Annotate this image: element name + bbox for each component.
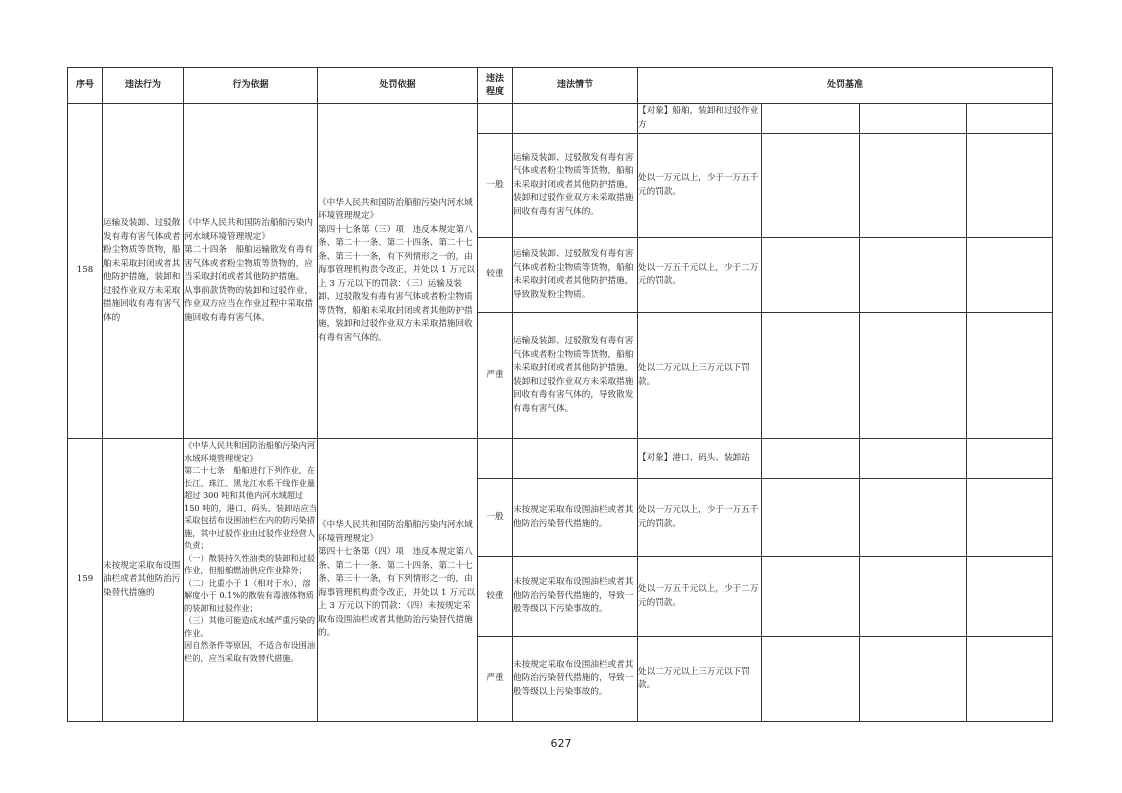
standard-extra-cell	[860, 313, 967, 439]
violation-cell: 运输及装卸、过驳散发有毒有害气体或者粉尘物质等货物，船舶未采取封闭或者其他防护措施，装卸和过驳作业双方未采取措施回收有毒有害气体的	[103, 104, 184, 439]
circumstance-cell	[513, 104, 638, 134]
degree-cell	[478, 439, 513, 479]
standard-extra-cell	[762, 557, 860, 637]
header-violation: 违法行为	[103, 68, 184, 104]
circumstance-cell: 未按规定采取布设围油栏或者其他防治污染替代措施的。	[513, 479, 638, 557]
penalty-standard-table	[67, 67, 1053, 722]
degree-cell: 一般	[478, 134, 513, 238]
degree-cell: 较重	[478, 557, 513, 637]
standard-extra-cell	[762, 637, 860, 722]
standard-extra-cell	[967, 134, 1053, 238]
degree-cell: 严重	[478, 313, 513, 439]
standard-cell: 处以二万元以上三万元以下罚款。	[638, 637, 762, 722]
penalty-basis-cell: 《中华人民共和国防治船舶污染内河水域环境管理规定》 第四十七条第（四）项 违反本规定第八条、第二十一条、第二十四条、第二十七条、第三十一条，有下列情形之一的，由海事管理机构责令改正，并处以 1 万元以上 3 万元以下的罚款：（四）未按规定采取布设围油栏或者其他防治污染替代措施的。	[318, 439, 478, 722]
circumstance-cell: 运输及装卸、过驳散发有毒有害气体或者粉尘物质等货物，船舶未采取封闭或者其他防护措施，装卸和过驳作业双方未采取措施回收有毒有害气体的，导致散发有毒有害气体。	[513, 313, 638, 439]
standard-extra-cell	[762, 238, 860, 313]
circumstance-cell: 未按规定采取布设围油栏或者其他防治污染替代措施的，导致一般等级以下污染事故的。	[513, 557, 638, 637]
table-row	[68, 439, 1053, 479]
behavior-basis-cell: 《中华人民共和国防治船舶污染内河水域环境管理规定》 第二十四条 船舶运输散发有毒有害气体或者粉尘物质等货物的，应当采取封闭或者其他防护措施。 从事前款货物的装卸和过驳作业，作业双方应当在作业过程中采取措施回收有毒有害气体。	[184, 104, 318, 439]
target-cell: 【对象】船舶，装卸和过驳作业方	[638, 104, 762, 134]
behavior-basis-cell: 《中华人民共和国防治船舶污染内河水域环境管理规定》 第二十七条 船舶进行下列作业，在长江、珠江、黑龙江水系干线作业量超过 300 吨和其他内河水域超过 150 吨的，港口、码头、装卸站应当采取包括布设围油栏在内的防污染措施，其中过驳作业由过驳作业经营人负责； （一）散装持久性油类的装卸和过驳作业，但船舶燃油供应作业除外； （二）比重小于 1（相对于水），溶解度小于 0.1%的散装有毒液体物质的装卸和过驳作业； （三）其他可能造成水域严重污染的作业。 因自然条件等原因，不适合布设围油栏的，应当采取有效替代措施。	[184, 439, 318, 722]
standard-extra-cell	[762, 313, 860, 439]
standard-extra-cell	[967, 439, 1053, 479]
standard-extra-cell	[762, 104, 860, 134]
row-seq: 158	[68, 104, 103, 439]
row-seq: 159	[68, 439, 103, 722]
standard-extra-cell	[860, 439, 967, 479]
target-cell: 【对象】港口、码头、装卸站	[638, 439, 762, 479]
standard-cell: 处以一万五千元以上，少于二万元的罚款。	[638, 557, 762, 637]
header-standard: 处罚基准	[638, 68, 1053, 104]
standard-cell: 处以一万五千元以上，少于二万元的罚款。	[638, 238, 762, 313]
standard-extra-cell	[860, 637, 967, 722]
circumstance-cell	[513, 439, 638, 479]
penalty-basis-cell: 《中华人民共和国防治船舶污染内河水域环境管理规定》 第四十七条第（三）项 违反本规定第八条、第二十一条、第二十四条、第二十七条、第三十一条，有下列情形之一的，由海事管理机构责令改正，并处以 1 万元以上 3 万元以下的罚款：（三）运输及装卸、过驳散发有毒有害气体或者粉尘物质等货物，船舶未采取封闭或者其他防护措施，装卸和过驳作业双方未采取措施回收有毒有害气体的。	[318, 104, 478, 439]
header-seq: 序号	[68, 68, 103, 104]
header-circumstances: 违法情节	[513, 68, 638, 104]
standard-extra-cell	[860, 479, 967, 557]
standard-extra-cell	[967, 313, 1053, 439]
header-row	[68, 68, 1053, 104]
standard-extra-cell	[967, 479, 1053, 557]
standard-extra-cell	[762, 479, 860, 557]
circumstance-cell: 未按规定采取布设围油栏或者其他防治污染替代措施的，导致一般等级以上污染事故的。	[513, 637, 638, 722]
degree-cell: 严重	[478, 637, 513, 722]
standard-extra-cell	[860, 238, 967, 313]
standard-extra-cell	[967, 238, 1053, 313]
standard-extra-cell	[860, 104, 967, 134]
standard-extra-cell	[967, 637, 1053, 722]
standard-extra-cell	[762, 439, 860, 479]
standard-extra-cell	[860, 557, 967, 637]
standard-extra-cell	[967, 557, 1053, 637]
circumstance-cell: 运输及装卸、过驳散发有毒有害气体或者粉尘物质等货物，船舶未采取封闭或者其他防护措施，装卸和过驳作业双方未采取措施回收有毒有害气体的。	[513, 134, 638, 238]
degree-cell: 一般	[478, 479, 513, 557]
header-degree: 违法 程度	[478, 68, 513, 104]
standard-extra-cell	[762, 134, 860, 238]
standard-extra-cell	[967, 104, 1053, 134]
standard-cell: 处以一万元以上，少于一万五千元的罚款。	[638, 479, 762, 557]
degree-cell: 较重	[478, 238, 513, 313]
standard-cell: 处以一万元以上，少于一万五千元的罚款。	[638, 134, 762, 238]
header-basis: 行为依据	[184, 68, 318, 104]
table-row	[68, 104, 1053, 134]
degree-cell	[478, 104, 513, 134]
page-number: 627	[550, 737, 572, 750]
standard-cell: 处以二万元以上三万元以下罚款。	[638, 313, 762, 439]
standard-extra-cell	[860, 134, 967, 238]
violation-cell: 未按规定采取布设围油栏或者其他防治污染替代措施的	[103, 439, 184, 722]
circumstance-cell: 运输及装卸、过驳散发有毒有害气体或者粉尘物质等货物，船舶未采取封闭或者其他防护措施，导致散发粉尘物质。	[513, 238, 638, 313]
header-penalty-basis: 处罚依据	[318, 68, 478, 104]
